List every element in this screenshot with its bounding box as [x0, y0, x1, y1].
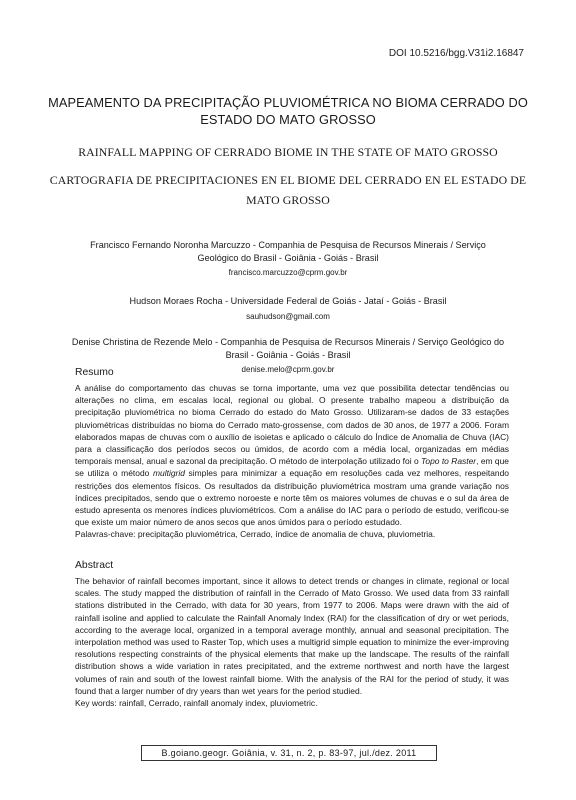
author-3	[70, 336, 506, 377]
doi-label: DOI 10.5216/bgg.V31i2.16847	[388, 48, 524, 59]
author-2-email: sauhudson@gmail.com	[246, 311, 330, 321]
resumo-italic-term-1: Topo to Raster	[421, 456, 477, 467]
resumo-text-part-2: , em que se utiliza o método	[75, 456, 509, 479]
resumo-keywords: Palavras-chave: precipitação pluviométrica, Cerrado, índice de anomalia de chuva, pluviometria.	[75, 529, 436, 540]
author-3-affiliation: Denise Christina de Rezende Melo - Companhia de Pesquisa de Recursos Minerais / Serviço Geológico do Brasil - Goiânia - Goiás - Brasil	[71, 337, 505, 360]
abstract-body	[75, 575, 509, 709]
resumo-heading: Resumo	[75, 367, 114, 378]
title-spanish: CARTOGRAFIA DE PRECIPITACIONES EN EL BIOME DEL CERRADO EN EL ESTADO DE MATO GROSSO	[49, 173, 527, 207]
author-1-affiliation: Francisco Fernando Noronha Marcuzzo - Companhia de Pesquisa de Recursos Minerais / Serviço Geológico do Brasil - Goiânia - Goiás - Brasil	[90, 240, 486, 263]
resumo-text-part-3: simples para minimizar a equação em resoluções cada vez melhores, respeitando restrições dos elementos físicos. Os resultados da distribuição pluviométrica mostram uma grande variação nos índices precipitados, sendo que o extremo noroeste e norte têm os maiores volumes de chuvas e o sul da área de estudo apresenta os menores índices pluviométricos. Com a análise do IAC para o período de estudo, verificou-se que existe um maior número de anos secos que anos úmidos para o período estudado.	[75, 468, 509, 528]
author-3-email: denise.melo@cprm.gov.br	[241, 365, 335, 375]
author-2	[70, 295, 506, 323]
title-portuguese: MAPEAMENTO DA PRECIPITAÇÃO PLUVIOMÉTRICA NO BIOMA CERRADO DO ESTADO DO MATO GROSSO	[48, 95, 528, 127]
resumo-text-part-1: A análise do comportamento das chuvas se torna importante, uma vez que possibilita detectar tendências ou alterações no clima, em escalas local, regional ou global. O presente trabalho mapeou a distribuição da precipitação pluviométrica no bioma Cerrado do estado do Mato Grosso. Utilizaram-se dados de 33 estações pluviométricas distribuídas no bioma do Cerrado mato-grossense, com dados de 30 anos, de 1977 a 2006. Foram elaborados mapas de chuvas com o auxílio de isoietas e aplicado o cálculo do Índice de Anomalia de Chuva (IAC) para a classificação dos períodos secos ou úmidos, de acordo com a média local, organizadas em médias temporais mensal, anual e sazonal da precipitação. O método de interpolação utilizado foi o	[75, 383, 509, 467]
title-english: RAINFALL MAPPING OF CERRADO BIOME IN THE STATE OF MATO GROSSO	[78, 145, 498, 159]
author-1	[70, 239, 506, 280]
author-2-affiliation: Hudson Moraes Rocha - Universidade Federal de Goiás - Jataí - Goiás - Brasil	[129, 296, 447, 306]
abstract-text: The behavior of rainfall becomes important, since it allows to detect trends or changes in climate, regional or local scales. The study mapped the distribution of rainfall in the Cerrado of Mato Grosso. We used data from 33 rainfall stations distributed in the Cerrado, with data for 30 years, from 1977 to 2006. Maps were drawn with the aid of rainfall isoline and applied to calculate the Rainfall Anomaly Index (RAI) for the classification of dry or wet periods, according to the average local, organized in a temporal average monthly, annual and seasonal precipitation. The interpolation method was used to Raster Top, which uses a multigrid simple equation to minimize the ever-improving resolutions respecting constraints of the physical elements that make up the landscape. The results of the rainfall distribution shows a wide variation in rates precipitated, and the extreme northwest and north have the largest volumes of rain and south of the lowest rainfall biome. With the analysis of the RAI for the period of study, it was found that a larger number of dry years than wet years for the period studied.	[75, 576, 509, 696]
journal-citation-footer: B.goiano.geogr. Goiânia, v. 31, n. 2, p. 83-97, jul./dez. 2011	[141, 745, 437, 761]
resumo-body	[75, 382, 509, 541]
abstract-keywords: Key words: rainfall, Cerrado, rainfall anomaly index, pluviometric.	[75, 698, 318, 709]
resumo-italic-term-2: multigrid	[153, 468, 185, 479]
abstract-heading: Abstract	[75, 560, 114, 571]
author-1-email: francisco.marcuzzo@cprm.gov.br	[228, 268, 348, 278]
